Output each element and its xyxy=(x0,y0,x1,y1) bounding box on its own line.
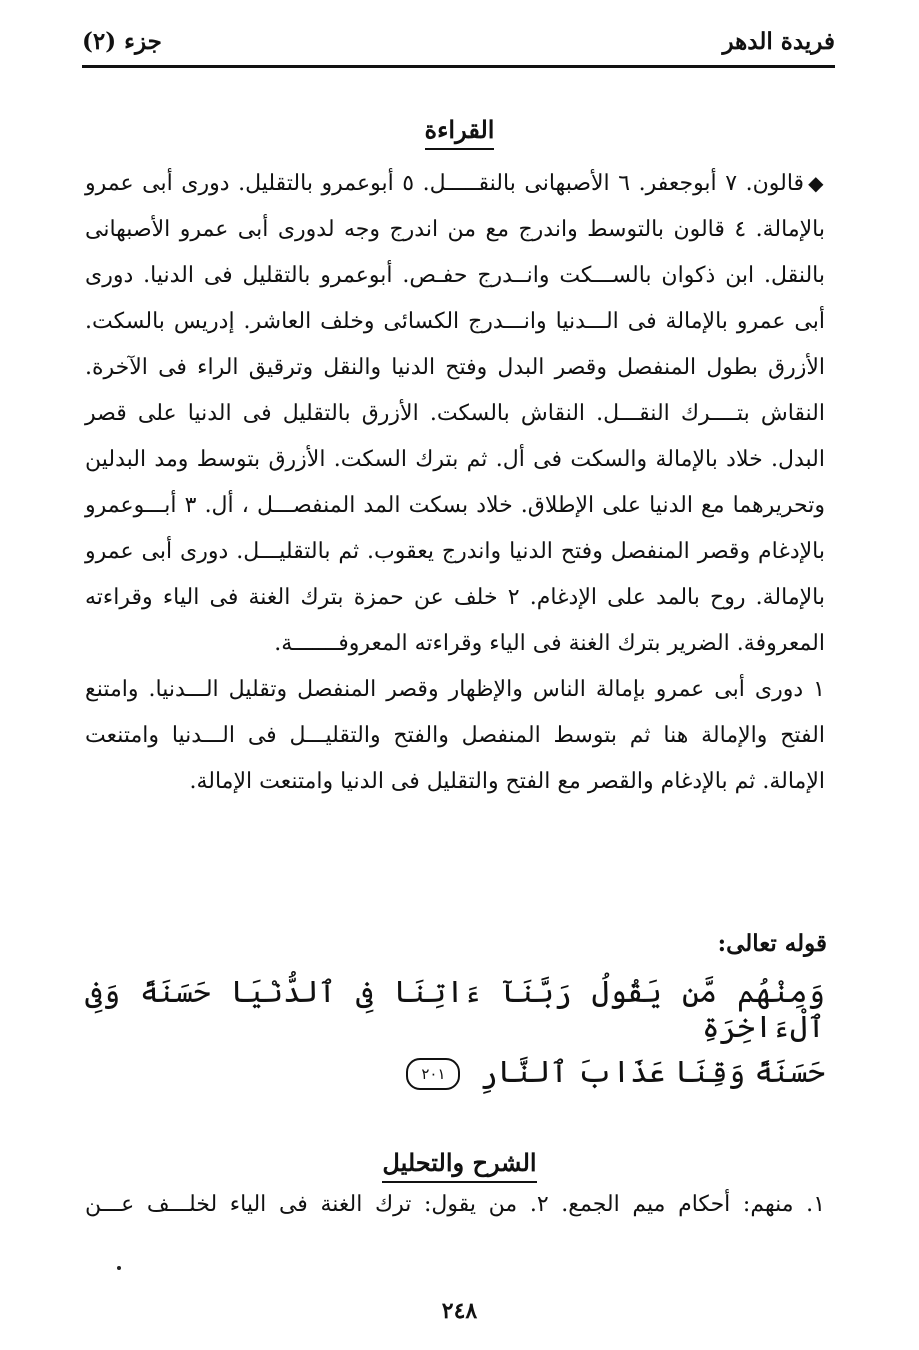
running-header xyxy=(82,28,835,64)
paragraph xyxy=(85,160,825,667)
section-title: الشرح والتحليل xyxy=(382,1148,536,1183)
quran-verse-line xyxy=(85,1055,825,1090)
verse-text: حَسَنَةً وَقِنَا عَذَابَ ٱلنَّارِ xyxy=(479,1055,825,1090)
paragraph-text: قالون. ٧ أبوجعفر. ٦ الأصبهانى بالنقـــــل. ٥ أبوعمرو بالتقليل. دورى أبى عمرو بالإمالة. ٤ قالون بالتوسط واندرج مع من اندرج وجه لدورى أبى عمرو الأصبهانى بالنقل. ابن ذكوان بالســـكت وانــدرج حفـص. أبوعمرو بالتقليل فى الدنيا. دورى أبى عمرو بالإمالة فى الـــدنيا وانـــدرج الكسائى وخلف العاشر. إدريس بالسكت. الأزرق بطول المنفصل وقصر البدل وفتح الدنيا والنقل وترقيق الراء فى الآخرة. النقاش بتــــرك النقـــل. النقاش بالسكت. الأزرق بالتقليل فى الدنيا على قصر البدل. خلاد بالإمالة والسكت فى أل. ثم بترك السكت. الأزرق بتوسط ومد البدلين وتحريرهما مع الدنيا على الإطلاق. خلاد بسكت المد المنفصـــل ، أل. ٣ أبـــوعمرو بالإدغام وقصر المنفصل وفتح الدنيا واندرج يعقوب. ثم بالتقليـــل. دورى أبى عمرو بالإمالة. روح بالمد على الإدغام. ٢ خلف عن حمزة بترك الغنة فى الياء وقراءته المعروفة. الضرير بترك الغنة فى الياء وقراءته المعروفـــــــة. xyxy=(85,171,825,656)
diamond-bullet-icon: ◆ xyxy=(808,171,825,195)
header-rule xyxy=(82,65,835,68)
quran-verse-line: وَمِنْهُم مَّن يَقُولُ رَبَّنَآ ءَاتِنَا فِى ٱلدُّنْيَا حَسَنَةً وَفِى ٱلْءَاخِرَةِ xyxy=(85,975,825,1045)
ayah-number-marker: ٢٠١ xyxy=(406,1058,460,1090)
page-number: ٢٤٨ xyxy=(441,1298,478,1324)
section-title: القراءة xyxy=(425,115,495,150)
paragraph: ١ دورى أبى عمرو بإمالة الناس والإظهار وقصر المنفصل وتقليل الـــدنيا. وامتنع الفتح والإمالة هنا ثم بتوسط المنفصل والفتح والتقليـــل فى الـــدنيا وامتنعت الإمالة. ثم بالإدغام والقصر مع الفتح والتقليل فى الدنيا وامتنعت الإمالة. xyxy=(85,677,825,794)
explanation-line: ١. منهم: أحكام ميم الجمع. ٢. من يقول: ترك الغنة فى الياء لخلـــف عـــن xyxy=(85,1192,826,1217)
readings-body xyxy=(85,160,825,805)
section-heading-explanation xyxy=(0,1148,919,1183)
part-number: جزء (٢) xyxy=(82,28,162,55)
stray-dot xyxy=(117,1266,121,1270)
section-heading-reading xyxy=(0,115,919,150)
verse-label: قوله تعالى: xyxy=(717,930,827,957)
book-title: فريدة الدهر xyxy=(722,28,835,55)
